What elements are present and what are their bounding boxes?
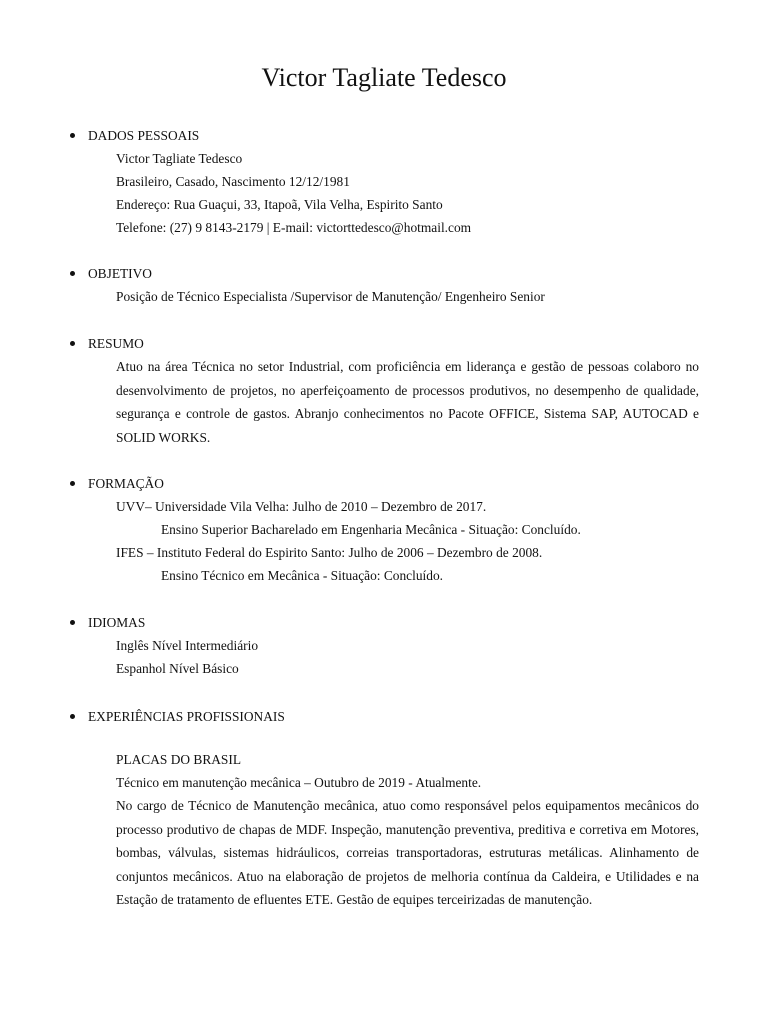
section-heading: [68, 124, 708, 147]
education-ifes-course: Ensino Técnico em Mecânica - Situação: Concluído.: [161, 568, 443, 583]
heading-text: EXPERIÊNCIAS PROFISSIONAIS: [88, 709, 285, 724]
education-uvv-course: Ensino Superior Bacharelado em Engenharia Mecânica - Situação: Concluído.: [161, 522, 581, 537]
section-formacao: [68, 472, 708, 587]
section-resumo: [68, 332, 708, 449]
section-heading: [68, 332, 708, 355]
heading-text: RESUMO: [88, 336, 144, 351]
section-experiencias: [68, 705, 708, 912]
education-ifes: IFES – Instituto Federal do Espirito Santo: Julho de 2006 – Dezembro de 2008.: [116, 545, 543, 560]
personal-info: Brasileiro, Casado, Nascimento 12/12/1981: [116, 174, 350, 189]
personal-contact: Telefone: (27) 9 8143-2179 | E-mail: victorttedesco@hotmail.com: [116, 220, 472, 235]
language-spanish: Espanhol Nível Básico: [116, 661, 239, 676]
summary-text: Atuo na área Técnica no setor Industrial, com proficiência em liderança e gestão de pessoas colaboro no desenvolvimento de projetos, no aperfeiçoamento de processos produtivos, no desempenho de qualidade, segurança e controle de gastos. Abranjo conhecimentos no Pacote OFFICE, Sistema SAP, AUTOCAD e SOLID WORKS.: [116, 359, 699, 445]
section-heading: [68, 472, 708, 495]
personal-name: Victor Tagliate Tedesco: [116, 151, 243, 166]
section-idiomas: [68, 611, 708, 680]
section-heading: [68, 611, 708, 634]
company-name: PLACAS DO BRASIL: [116, 752, 242, 767]
heading-text: IDIOMAS: [88, 615, 146, 630]
bullet-icon: [70, 341, 75, 346]
personal-address: Endereço: Rua Guaçui, 33, Itapoã, Vila Velha, Espirito Santo: [116, 197, 443, 212]
job-description: No cargo de Técnico de Manutenção mecânica, atuo como responsável pelos equipamentos mecânicos do processo produtivo de chapas de MDF. Inspeção, manutenção preventiva, preditiva e corretiva em Motores, bombas, válvulas, sistemas hidráulicos, correias transportadoras, estruturas metálicas. Alinhamento de conjuntos mecânicos. Atuo na elaboração de projetos de melhoria contínua da Caldeira, e Utilidades e na Estação de tratamento de efluentes ETE. Gestão de equipes terceirizadas de manutenção.: [116, 798, 699, 907]
heading-text: OBJETIVO: [88, 266, 152, 281]
bullet-icon: [70, 714, 75, 719]
objective-text: Posição de Técnico Especialista /Supervisor de Manutenção/ Engenheiro Senior: [116, 289, 545, 304]
bullet-icon: [70, 481, 75, 486]
heading-text: DADOS PESSOAIS: [88, 128, 200, 143]
job-role: Técnico em manutenção mecânica – Outubro de 2019 - Atualmente.: [116, 775, 482, 790]
language-english: Inglês Nível Intermediário: [116, 638, 259, 653]
section-heading: [68, 262, 708, 285]
bullet-icon: [70, 271, 75, 276]
page-title: Victor Tagliate Tedesco: [261, 63, 507, 92]
section-objetivo: [68, 262, 708, 308]
heading-text: FORMAÇÃO: [88, 476, 164, 491]
bullet-icon: [70, 620, 75, 625]
bullet-icon: [70, 133, 75, 138]
section-heading: [68, 705, 708, 728]
section-dados-pessoais: [68, 124, 708, 239]
education-uvv: UVV– Universidade Vila Velha: Julho de 2010 – Dezembro de 2017.: [116, 499, 487, 514]
